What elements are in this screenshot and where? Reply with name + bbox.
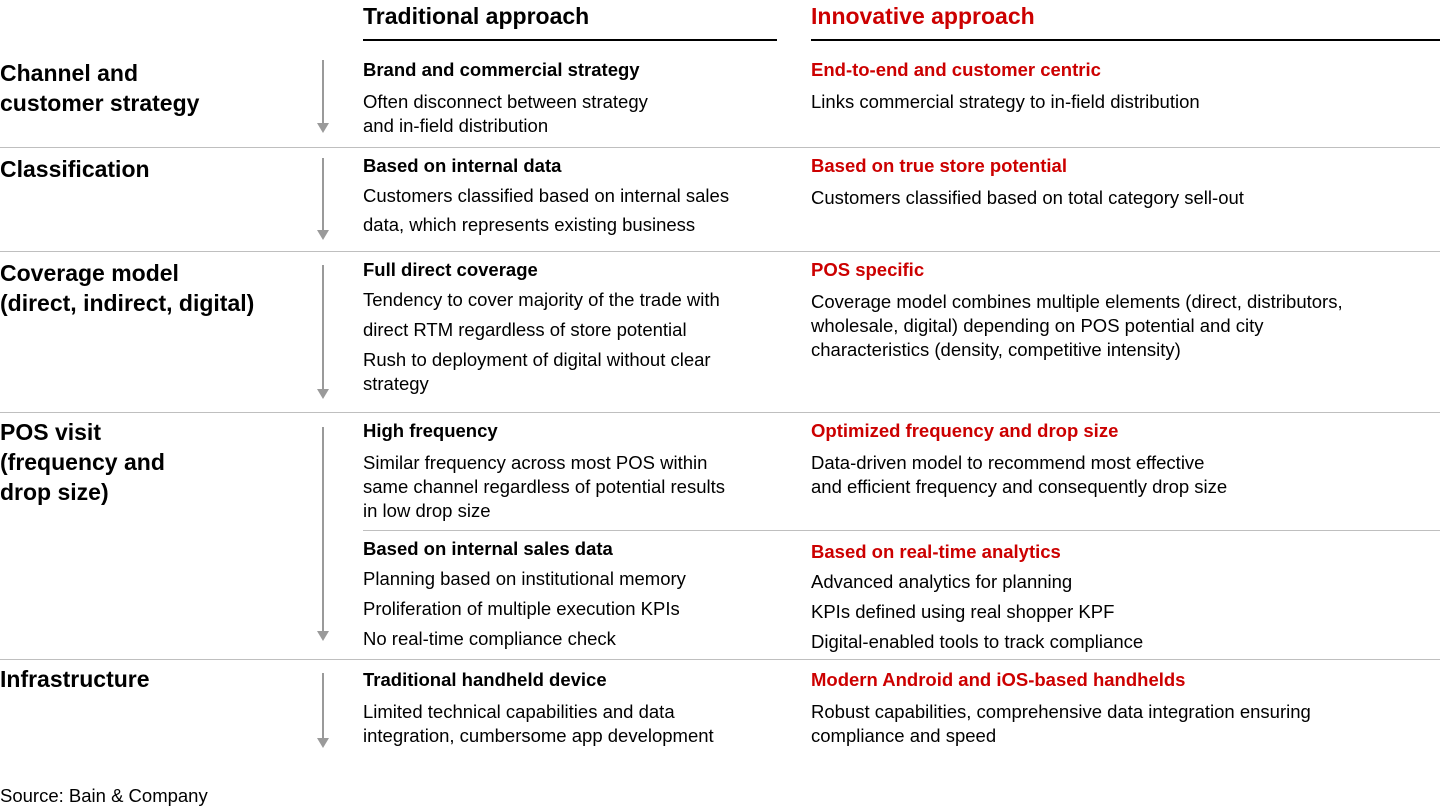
traditional-cell-coverage (363, 258, 720, 396)
innovative-cell-pos-frequency (811, 419, 1227, 499)
cell-text: wholesale, digital) depending on POS potential and city (811, 315, 1264, 336)
cell-heading: High frequency (363, 420, 498, 441)
traditional-column-header: Traditional approach (363, 3, 590, 29)
innovative-cell-infrastructure (811, 668, 1311, 748)
innovative-cell-channel (811, 58, 1200, 114)
cell-text: Limited technical capabilities and data (363, 701, 675, 722)
cell-text: data, which represents existing business (363, 214, 696, 235)
cell-heading: Based on true store potential (811, 155, 1067, 176)
row-label-line: POS visit (0, 419, 101, 445)
row-label-channel-strategy (0, 58, 199, 118)
cell-text: and efficient frequency and consequently drop size (811, 476, 1228, 497)
down-arrow-icon (317, 265, 329, 399)
cell-text: direct RTM regardless of store potential (363, 319, 687, 340)
cell-text: Proliferation of multiple execution KPIs (363, 598, 680, 619)
cell-heading: Based on internal sales data (363, 538, 613, 559)
cell-text: Rush to deployment of digital without clear (363, 349, 711, 370)
cell-heading: Based on real-time analytics (811, 541, 1061, 562)
row-label-line: Classification (0, 156, 150, 182)
cell-text: KPIs defined using real shopper KPF (811, 601, 1115, 622)
row-separator (0, 147, 1440, 148)
cell-text: and in-field distribution (363, 115, 549, 136)
cell-text: Customers classified based on total category sell-out (811, 187, 1244, 208)
row-label-infrastructure (0, 664, 150, 694)
row-label-line: Channel and (0, 60, 139, 86)
innovative-cell-pos-analytics (811, 540, 1143, 654)
row-separator (0, 659, 1440, 660)
cell-text: characteristics (density, competitive intensity) (811, 339, 1181, 360)
traditional-cell-classification (363, 154, 729, 237)
traditional-cell-channel (363, 58, 648, 138)
cell-heading: Modern Android and iOS-based handhelds (811, 669, 1186, 690)
cell-text: Digital-enabled tools to track compliance (811, 631, 1144, 652)
row-label-line: (frequency and (0, 449, 165, 475)
cell-text: Robust capabilities, comprehensive data integration ensuring (811, 701, 1311, 722)
down-arrow-icon (317, 673, 329, 748)
cell-heading: POS specific (811, 259, 925, 280)
cell-heading: End-to-end and customer centric (811, 59, 1101, 80)
source-note: Source: Bain & Company (0, 785, 208, 806)
innovative-column-header: Innovative approach (811, 3, 1035, 29)
row-label-line: customer strategy (0, 90, 200, 116)
row-label-line: Coverage model (0, 260, 179, 286)
down-arrow-icon (317, 158, 329, 240)
cell-text: Links commercial strategy to in-field distribution (811, 91, 1200, 112)
row-label-pos-visit (0, 417, 165, 507)
cell-heading: Brand and commercial strategy (363, 59, 640, 80)
innovative-header-rule (811, 39, 1440, 41)
cell-text: strategy (363, 373, 429, 394)
row-label-line: drop size) (0, 479, 109, 505)
traditional-cell-infrastructure (363, 668, 714, 748)
cell-text: Often disconnect between strategy (363, 91, 648, 112)
cell-heading: Optimized frequency and drop size (811, 420, 1119, 441)
cell-heading: Full direct coverage (363, 259, 538, 280)
cell-heading: Traditional handheld device (363, 669, 607, 690)
cell-text: Tendency to cover majority of the trade with (363, 289, 720, 310)
cell-heading: Based on internal data (363, 155, 562, 176)
row-separator (0, 412, 1440, 413)
row-label-line: (direct, indirect, digital) (0, 290, 255, 316)
down-arrow-icon (317, 427, 329, 641)
traditional-header-rule (363, 39, 777, 41)
cell-text: Data-driven model to recommend most effective (811, 452, 1205, 473)
row-label-line: Infrastructure (0, 666, 150, 692)
traditional-cell-pos-frequency (363, 419, 725, 523)
sub-row-separator (363, 530, 1440, 531)
cell-text: compliance and speed (811, 725, 997, 746)
down-arrow-icon (317, 60, 329, 133)
row-label-classification (0, 154, 150, 184)
cell-text: Advanced analytics for planning (811, 571, 1073, 592)
cell-text: Coverage model combines multiple elements (direct, distributors, (811, 291, 1343, 312)
traditional-cell-pos-data (363, 537, 686, 651)
row-separator (0, 251, 1440, 252)
cell-text: No real-time compliance check (363, 628, 616, 649)
cell-text: integration, cumbersome app development (363, 725, 714, 746)
cell-text: in low drop size (363, 500, 491, 521)
cell-text: Planning based on institutional memory (363, 568, 686, 589)
innovative-cell-classification (811, 154, 1244, 210)
row-label-coverage-model (0, 258, 254, 318)
cell-text: Customers classified based on internal sales (363, 185, 730, 206)
cell-text: Similar frequency across most POS within (363, 452, 708, 473)
cell-text: same channel regardless of potential results (363, 476, 725, 497)
innovative-cell-coverage (811, 258, 1343, 362)
